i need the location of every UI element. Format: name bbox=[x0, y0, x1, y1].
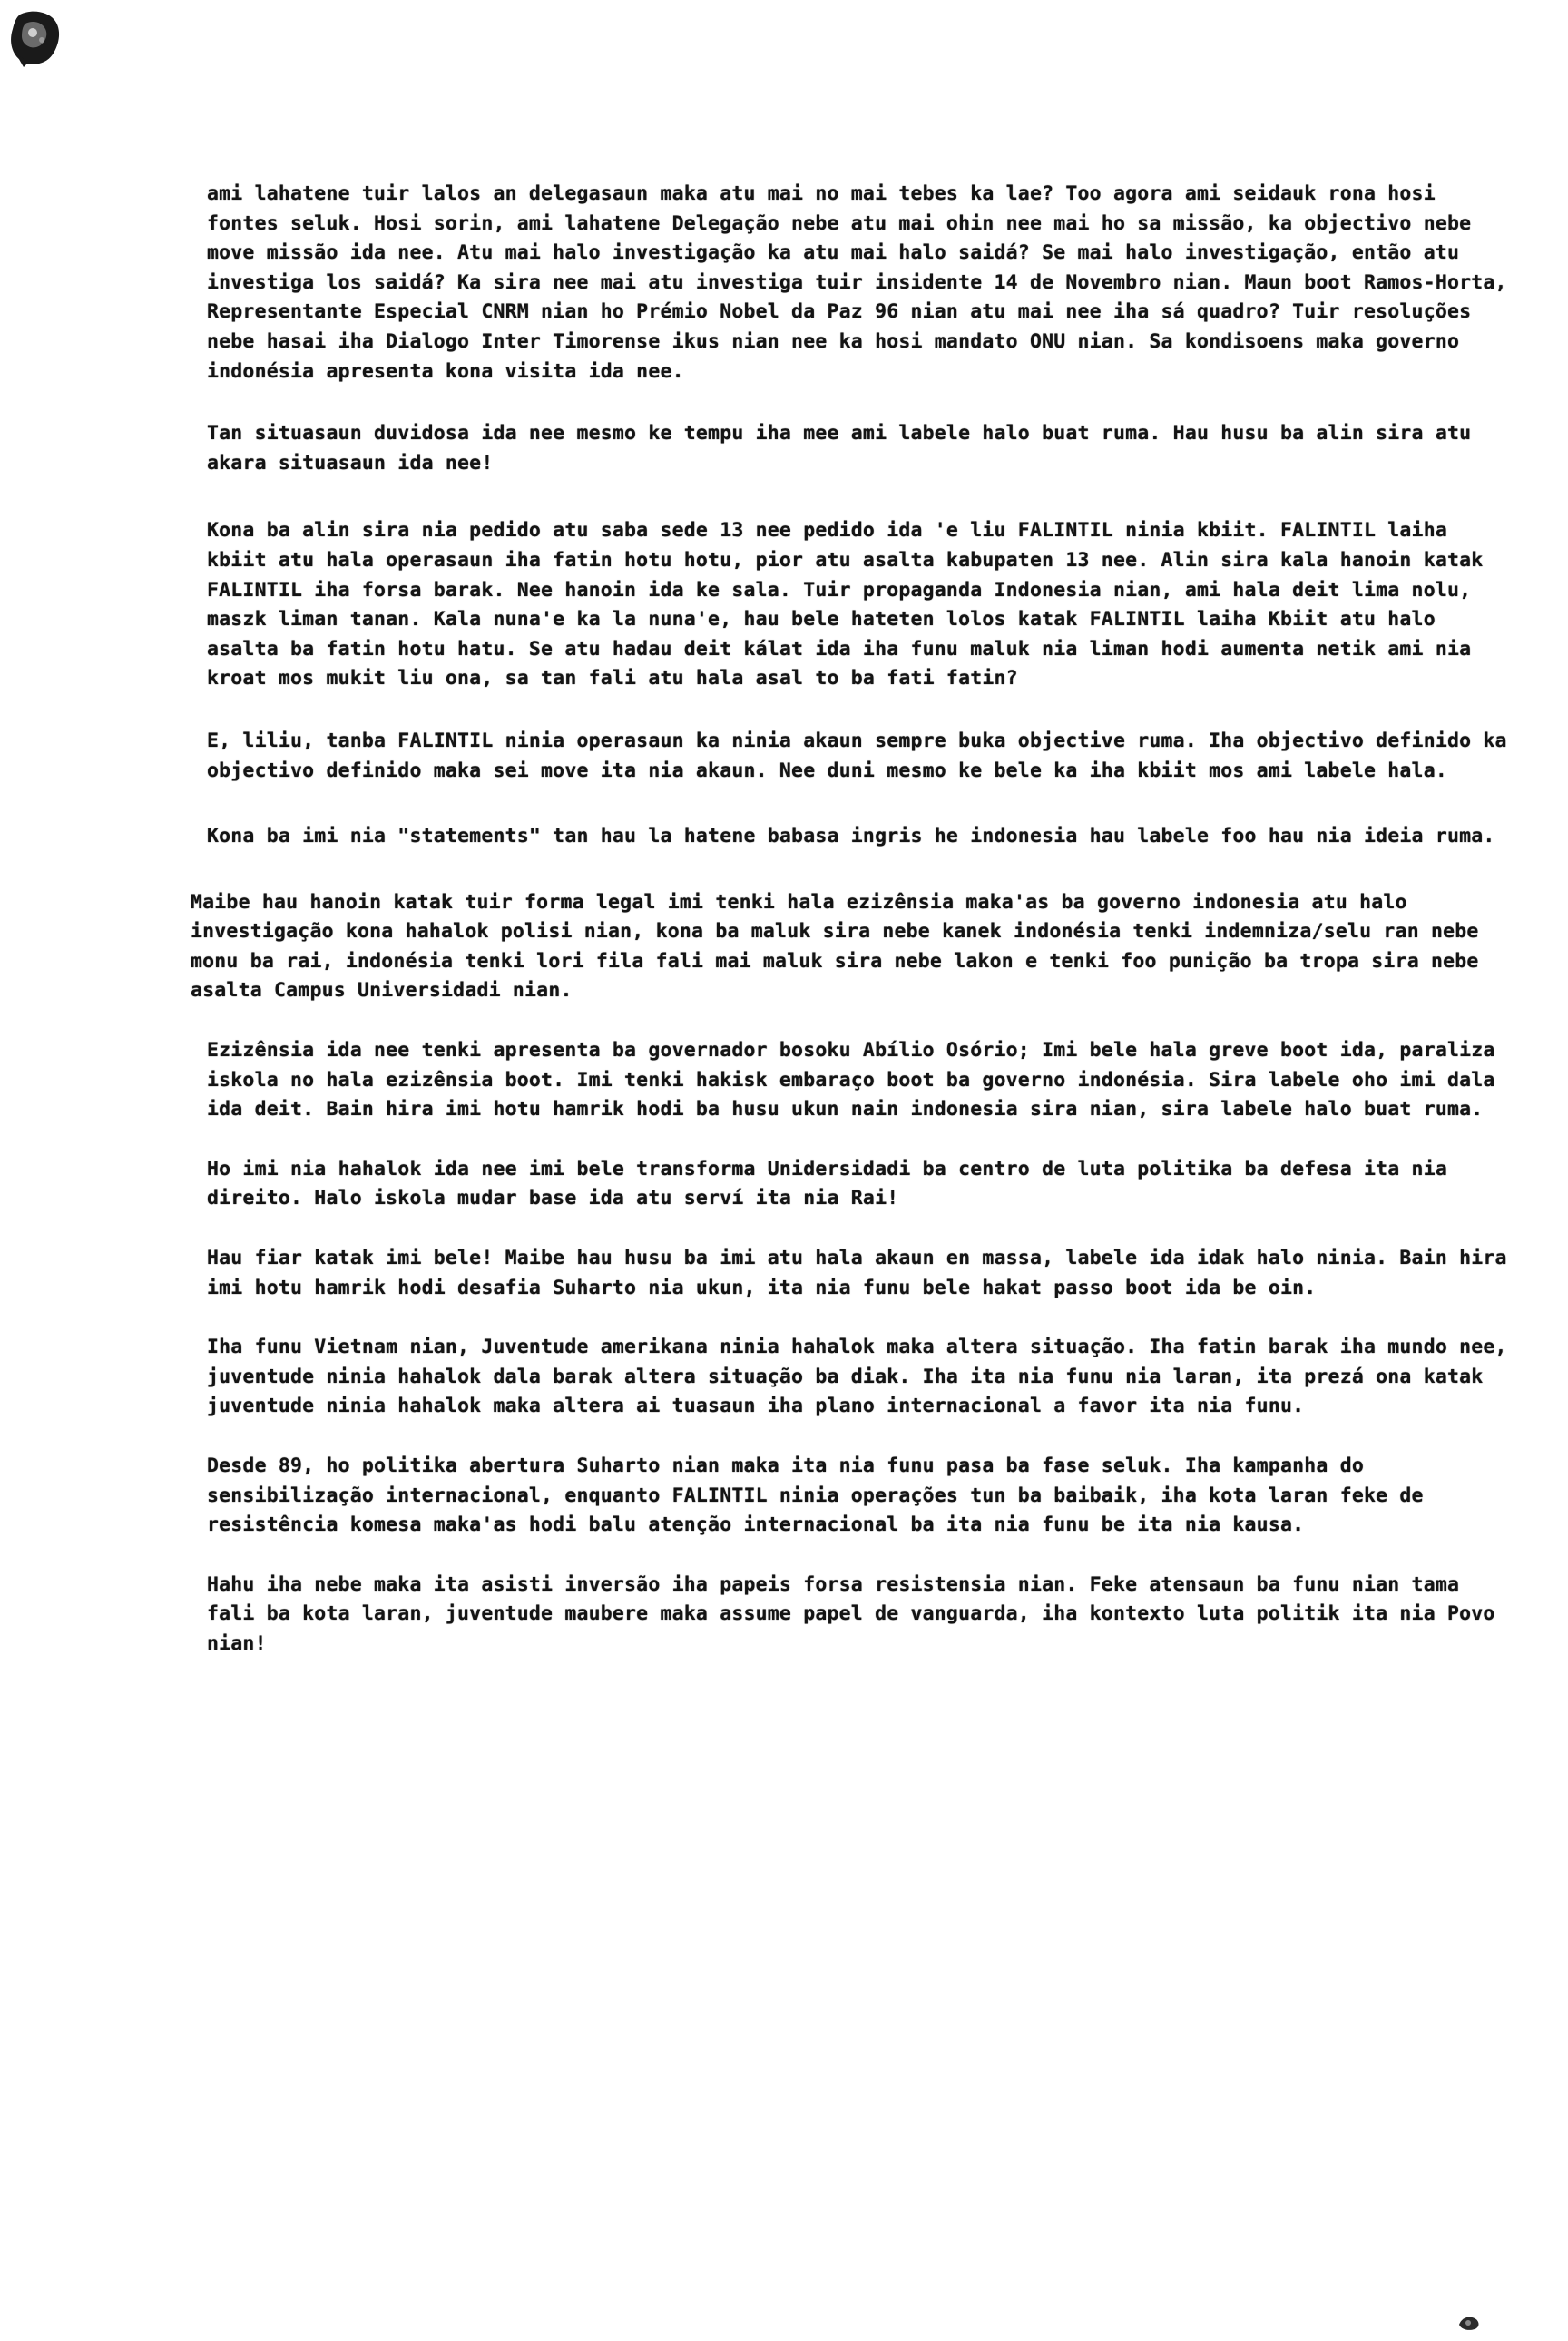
paragraph-delegation-purpose: ami lahatene tuir lalos an delegasaun maka atu mai no mai tebes ka lae? Too agora ami seidauk rona hosi fontes seluk. Hosi sorin, ami lahatene Delegação nebe atu mai ohin nee mai ho sa missão, ka objectivo nebe move missão ida nee. Atu mai halo investigação ka atu mai halo saidá? Se mai halo investigação, então atu investiga los saidá? Ka sira nee mai atu investiga tuir insidente 14 de Novembro nian. Maun boot Ramos-Horta, Representante Especial CNRM nian ho Prémio Nobel da Paz 96 nian atu mai nee iha sá quadro? Tuir resoluções nebe hasai iha Dialogo Inter Timorense ikus nian nee ka hosi mandato ONU nian. Sa kondisoens maka governo indonésia apresenta kona visita ida nee. bbox=[207, 182, 1507, 383]
ink-smudge-icon bbox=[1456, 2312, 1482, 2332]
paragraph-doubtful-situation: Tan situasaun duvidosa ida nee mesmo ke tempu iha mee ami labele halo buat ruma. Hau husu ba alin sira atu akara situasaun ida nee! bbox=[207, 422, 1472, 475]
paragraph-since-89: Desde 89, ho politika abertura Suharto nian maka ita nia funu pasa ba fase seluk. Iha kampanha do sensibilização internacional, enquanto FALINTIL ninia operações tun ba baibaik, iha kota laran feke de resistência komesa maka'as hodi balu atenção internacional ba ita nia funu be ita nia kausa. bbox=[207, 1455, 1424, 1537]
paragraph-legal-demands: Maibe hau hanoin katak tuir forma legal imi tenki hala ezizênsia maka'as ba governo indonesia atu halo investigação kona hahalok polisi nian, kona ba maluk sira nebe kanek indonésia tenki indemniza/selu ran nebe monu ba rai, indonésia tenki lori fila fali mai maluk sira nebe lakon e tenki foo punição ba tropa sira nebe asalta Campus Universidadi nian. bbox=[191, 890, 1479, 1003]
paragraph-university-centre: Ho imi nia hahalok ida nee imi bele transforma Unidersidadi ba centro de luta politika ba defesa ita nia direito. Halo iskola mudar base ida atu serví ita nia Rai! bbox=[207, 1157, 1447, 1210]
paragraph-falintil-capacity: Kona ba alin sira nia pedido atu saba sede 13 nee pedido ida 'e liu FALINTIL ninia kbiit. FALINTIL laiha kbiit atu hala operasaun iha fatin hotu hotu, pior atu asalta kabupaten 13 nee. Alin sira kala hanoin katak FALINTIL iha forsa barak. Nee hanoin ida ke sala. Tuir propaganda Indonesia nian, ami hala deit lima nolu, maszk liman tanan. Kala nuna'e ka la nuna'e, hau bele hateten lolos katak FALINTIL laiha Kbiit atu halo asalta ba fatin hotu hatu. Se atu hadau deit kálat ida iha funu maluk nia liman hodi aumenta netik ami nia kroat mos mukit liu ona, sa tan fali atu hala asal to ba fati fatin? bbox=[207, 519, 1484, 691]
paragraph-governor-strike: Ezizênsia ida nee tenki apresenta ba governador bosoku Abílio Osório; Imi bele hala greve boot ida, paraliza iskola no hala ezizênsia boot. Imi tenki hakisk embaraço boot ba governo indonésia. Sira labele oho imi dala ida deit. Bain hira imi hotu hamrik hodi ba husu ukun nain indonesia sira nian, sira labele halo buat ruma. bbox=[207, 1039, 1495, 1122]
ink-blot-icon bbox=[7, 7, 64, 71]
paragraph-falintil-objectives: E, liliu, tanba FALINTIL ninia operasaun ka ninia akaun sempre buka objective ruma. Iha objectivo definido ka objectivo definido maka sei move ita nia akaun. Nee duni mesmo ke bele ka iha kbiit mos ami labele hala. bbox=[207, 729, 1507, 782]
paragraph-vanguard: Hahu iha nebe maka ita asisti inversão iha papeis forsa resistensia nian. Feke atensaun ba funu nian tama fali ba kota laran, juventude maubere maka assume papel de vanguarda, iha kontexto luta politik ita nia Povo nian! bbox=[207, 1572, 1495, 1655]
paragraph-statements: Kona ba imi nia "statements" tan hau la hatene babasa ingris he indonesia hau labele foo hau nia ideia ruma. bbox=[207, 825, 1495, 848]
paragraph-mass-action: Hau fiar katak imi bele! Maibe hau husu ba imi atu hala akaun en massa, labele ida idak halo ninia. Bain hira imi hotu hamrik hodi desafia Suharto nia ukun, ita nia funu bele hakat passo boot ida be oin. bbox=[207, 1247, 1507, 1299]
paragraph-vietnam-youth: Iha funu Vietnam nian, Juventude amerikana ninia hahalok maka altera situação. Iha fatin barak iha mundo nee, juventude ninia hahalok dala barak altera situação ba diak. Iha ita nia funu nia laran, ita prezá ona katak juventude ninia hahalok maka altera ai tuasaun iha plano internacional a favor ita nia funu. bbox=[207, 1336, 1507, 1418]
letter-body bbox=[191, 180, 1514, 1690]
